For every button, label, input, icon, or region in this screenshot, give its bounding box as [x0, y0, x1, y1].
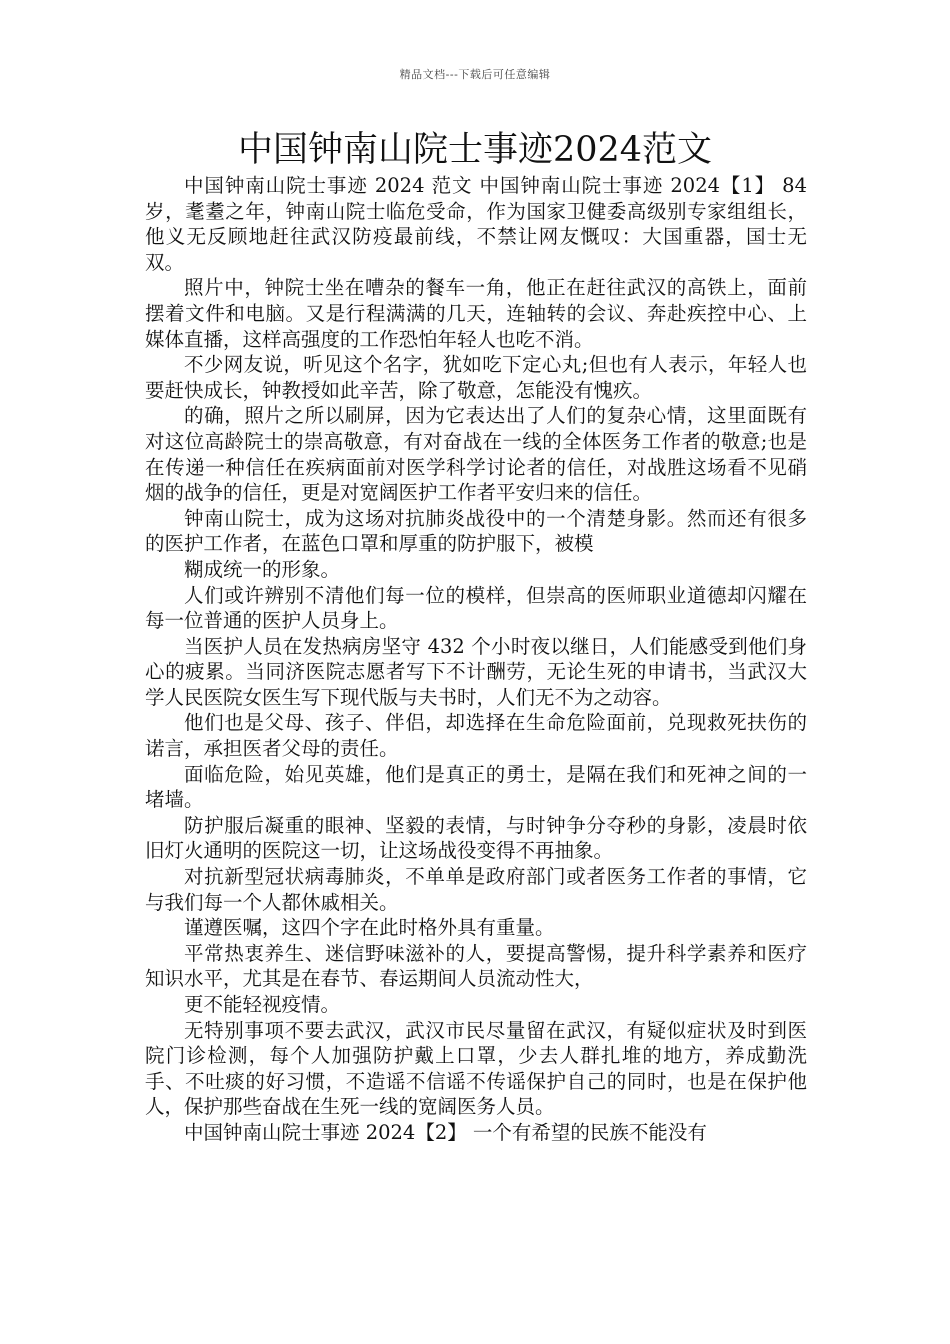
- paragraph: 照片中，钟院士坐在嘈杂的餐车一角，他正在赶往武汉的高铁上，面前摆着文件和电脑。又是行程满满的几天，连轴转的会议、奔赴疾控中心、上媒体直播，这样高强度的工作恐怕年轻人也吃不消。: [145, 276, 807, 351]
- paragraph: 无特别事项不要去武汉，武汉市民尽量留在武汉，有疑似症状及时到医院门诊检测，每个人加强防护戴上口罩，少去人群扎堆的地方，养成勤洗手、不吐痰的好习惯，不造谣不信谣不传谣保护自己的同时，也是在保护他人，保护那些奋战在生死一线的宽阔医务人员。: [145, 1018, 807, 1119]
- paragraph: 的确，照片之所以刷屏，因为它表达出了人们的复杂心情，这里面既有对这位高龄院士的崇高敬意，有对奋战在一线的全体医务工作者的敬意;也是在传递一种信任在疾病面前对医学科学讨论者的信任，对战胜这场看不见硝烟的战争的信任，更是对宽阔医护工作者平安归来的信任。: [145, 404, 807, 505]
- paragraph: 中国钟南山院士事迹 2024【2】 一个有希望的民族不能没有: [184, 1120, 707, 1144]
- paragraph: 谨遵医嘱，这四个字在此时格外具有重量。: [184, 916, 555, 940]
- paragraph: 钟南山院士，成为这场对抗肺炎战役中的一个清楚身影。然而还有很多的医护工作者，在蓝色口罩和厚重的防护服下，被模: [145, 506, 807, 556]
- paragraph: 对抗新型冠状病毒肺炎，不单单是政府部门或者医务工作者的事情，它与我们每一个人都休戚相关。: [145, 865, 807, 914]
- paragraph: 人们或许辨别不清他们每一位的模样，但崇高的医师职业道德却闪耀在每一位普通的医护人员身上。: [145, 583, 807, 633]
- paragraph: 不少网友说，听见这个名字，犹如吃下定心丸;但也有人表示，年轻人也要赶快成长，钟教授如此辛苦，除了敬意，怎能没有愧疚。: [145, 353, 807, 402]
- paragraph: 防护服后凝重的眼神、坚毅的表情，与时钟争分夺秒的身影，凌晨时依旧灯火通明的医院这一切，让这场战役变得不再抽象。: [145, 813, 807, 863]
- paragraph: 中国钟南山院士事迹 2024 范文 中国钟南山院士事迹 2024【1】 84 岁，耄耋之年，钟南山院士临危受命，作为国家卫健委高级别专家组组长，他义无反顾地赶往武汉防疫最前线，不禁让网友慨叹：大国重器，国士无双。: [145, 174, 807, 274]
- paragraph: 面临危险，始见英雄，他们是真正的勇士，是隔在我们和死神之间的一堵墙。: [145, 762, 807, 812]
- paragraph: 平常热衷养生、迷信野味滋补的人，要提高警惕，提升科学素养和医疗知识水平，尤其是在春节、春运期间人员流动性大，: [145, 941, 807, 991]
- paragraph: 糊成统一的形象。: [184, 557, 341, 581]
- page-header-note: 精品文档---下载后可任意编辑: [399, 68, 551, 81]
- paragraph: 更不能轻视疫情。: [184, 993, 341, 1016]
- paragraph: 他们也是父母、孩子、伴侣，却选择在生命危险面前，兑现救死扶伤的诺言，承担医者父母的责任。: [145, 711, 807, 761]
- document-title: 中国钟南山院士事迹2024范文: [237, 130, 713, 170]
- paragraph: 当医护人员在发热病房坚守 432 个小时夜以继日，人们能感受到他们身心的疲累。当同济医院志愿者写下不计酬劳，无论生死的申请书，当武汉大学人民医院女医生写下现代版与夫书时，人们无不为之动容。: [145, 634, 807, 709]
- document-body: [145, 173, 807, 1146]
